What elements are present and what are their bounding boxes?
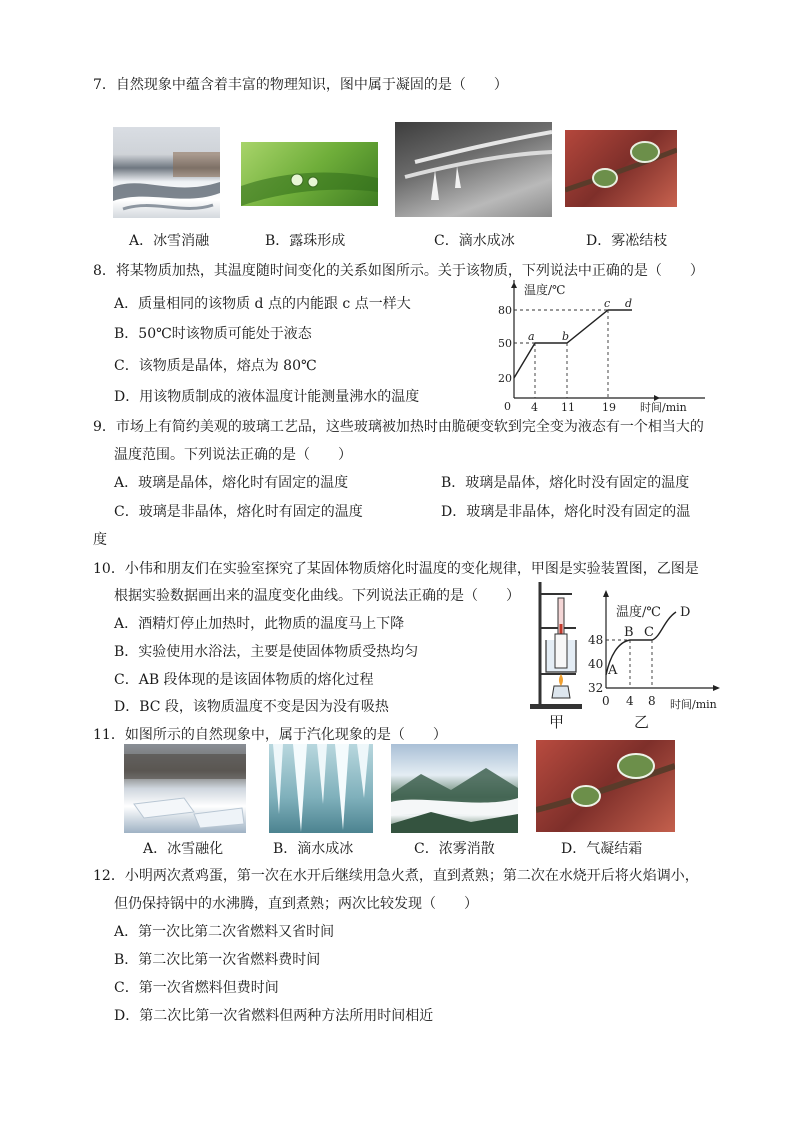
ice-melting-graphic	[124, 744, 246, 833]
icicles-graphic	[269, 744, 373, 833]
q8-temperature-graph	[490, 280, 700, 415]
q10-option-d[interactable]: D．BC 段，该物质温度不变是因为没有吸热	[114, 699, 389, 715]
q10-y-tick-48: 48	[588, 633, 604, 647]
q8-x-tick-11: 11	[561, 401, 575, 414]
icicle-branch-photo	[395, 122, 552, 217]
q10-x-tick-4: 4	[626, 694, 634, 708]
q8-y-arrow	[511, 282, 517, 288]
alcohol-lamp	[552, 686, 570, 698]
q9-stem-line2: 温度范围。下列说法正确的是（ ）	[114, 447, 352, 463]
q10-origin: 0	[602, 694, 610, 708]
q10-point-d: D	[680, 605, 691, 620]
rime-frost-branch-photo	[565, 130, 677, 207]
q7-option-d[interactable]: D．雾凇结枝	[586, 233, 668, 249]
q8-origin: 0	[504, 400, 511, 413]
q8-y-tick-20: 20	[498, 372, 512, 385]
q10-x-tick-8: 8	[648, 694, 656, 708]
q10-stem-line2: 根据实验数据画出来的温度变化曲线。下列说法正确的是（ ）	[114, 588, 520, 604]
dewdrop-graphic	[241, 142, 378, 206]
q12-option-a[interactable]: A．第一次比第二次省燃料又省时间	[114, 924, 335, 940]
q10-point-a: A	[608, 663, 618, 678]
q8-curve	[514, 310, 632, 378]
q8-point-a: a	[528, 330, 535, 343]
q10-option-b[interactable]: B．实验使用水浴法，主要是使固体物质受热均匀	[114, 644, 419, 660]
icicles-photo	[269, 744, 373, 833]
q8-option-a[interactable]: A．质量相同的该物质 d 点的内能跟 c 点一样大	[114, 296, 411, 312]
q9-option-d-wrap: 度	[93, 532, 107, 548]
q12-stem-line2: 但仍保持锅中的水沸腾，直到煮熟；两次比较发现（ ）	[114, 896, 478, 912]
q10-label-yi: 乙	[634, 713, 650, 731]
flame	[559, 674, 563, 686]
q11-option-b[interactable]: B．滴水成冰	[273, 841, 354, 857]
q8-xlabel: 时间/min	[640, 401, 687, 414]
ice-melting-photo	[124, 744, 246, 833]
q12-option-c[interactable]: C．第一次省燃料但费时间	[114, 980, 279, 996]
q10-y-tick-40: 40	[588, 657, 604, 671]
q8-y-tick-50: 50	[498, 337, 512, 350]
frost-leaves-graphic	[536, 740, 675, 832]
q8-point-b: b	[562, 330, 570, 343]
q11-option-c[interactable]: C．浓雾消散	[414, 841, 495, 857]
q8-point-d: d	[625, 297, 633, 310]
q10-option-c[interactable]: C．AB 段体现的是该固体物质的熔化过程	[114, 672, 374, 688]
rime-leaf-graphic	[565, 130, 677, 207]
q10-apparatus-figure	[528, 578, 586, 713]
q8-option-b[interactable]: B．50℃时该物质可能处于液态	[114, 326, 312, 342]
q10-option-a[interactable]: A．酒精灯停止加热时，此物质的温度马上下降	[114, 616, 405, 632]
q12-option-b[interactable]: B．第二次比第一次省燃料费时间	[114, 952, 321, 968]
q9-option-b[interactable]: B．玻璃是晶体，熔化时没有固定的温度	[441, 475, 690, 491]
q10-y-tick-32: 32	[588, 681, 604, 695]
q8-y-tick-80: 80	[498, 304, 512, 317]
q11-option-a[interactable]: A．冰雪融化	[143, 841, 224, 857]
q10-point-b: B	[624, 625, 634, 640]
q10-label-jia: 甲	[549, 713, 565, 731]
q12-stem-line1: 12．小明两次煮鸡蛋，第一次在水开后继续用急火煮，直到煮熟；第二次在水烧开后将火焰调小，	[93, 868, 699, 884]
q8-stem: 8．将某物质加热，其温度随时间变化的关系如图所示。关于该物质，下列说法中正确的是（ ）	[93, 263, 704, 279]
q10-ylabel: 温度/℃	[616, 605, 661, 620]
melting-snow-river-photo	[113, 127, 220, 218]
stand-base	[530, 704, 582, 709]
q7-option-a[interactable]: A．冰雪消融	[129, 233, 210, 249]
q7-stem: 7．自然现象中蕴含着丰富的物理知识，图中属于凝固的是（ ）	[93, 77, 508, 93]
q10-x-arrow	[713, 685, 720, 691]
q8-x-tick-19: 19	[602, 401, 616, 414]
q8-ylabel: 温度/℃	[524, 283, 566, 297]
q8-x-tick-4: 4	[531, 401, 538, 414]
icicle-graphic	[395, 122, 552, 217]
q11-stem: 11．如图所示的自然现象中，属于汽化现象的是（ ）	[93, 727, 447, 743]
q7-option-c[interactable]: C．滴水成冰	[434, 233, 515, 249]
q8-option-d[interactable]: D．用该物质制成的液体温度计能测量沸水的温度	[114, 389, 420, 405]
q8-point-c: c	[604, 297, 611, 310]
melting-snow-river-graphic	[113, 127, 220, 218]
q10-y-arrow	[603, 590, 609, 597]
dewdrop-leaf-photo	[241, 142, 378, 206]
q7-option-b[interactable]: B．露珠形成	[265, 233, 346, 249]
q8-option-c[interactable]: C．该物质是晶体，熔点为 80℃	[114, 358, 317, 374]
test-tube	[555, 634, 567, 668]
q10-point-c: C	[644, 625, 654, 640]
q12-option-d[interactable]: D．第二次比第一次省燃料但两种方法所用时间相近	[114, 1008, 434, 1024]
q9-option-a[interactable]: A．玻璃是晶体，熔化时有固定的温度	[114, 475, 349, 491]
q9-option-d[interactable]: D．玻璃是非晶体，熔化时没有固定的温	[441, 504, 691, 520]
fog-mountains-photo	[391, 744, 518, 833]
fog-mountains-graphic	[391, 744, 518, 833]
q9-stem-line1: 9．市场上有简约美观的玻璃工艺品，这些玻璃被加热时由脆硬变软到完全变为液态有一个相当大的	[93, 419, 704, 435]
q11-option-d[interactable]: D．气凝结霜	[561, 841, 643, 857]
q9-option-c[interactable]: C．玻璃是非晶体，熔化时有固定的温度	[114, 504, 363, 520]
q10-xlabel: 时间/min	[670, 698, 717, 711]
q10-temperature-graph	[588, 590, 728, 715]
q10-stem-line1: 10．小伟和朋友们在实验室探究了某固体物质熔化时温度的变化规律，甲图是实验装置图，乙图是	[93, 561, 699, 577]
frost-leaves-photo	[536, 740, 675, 832]
